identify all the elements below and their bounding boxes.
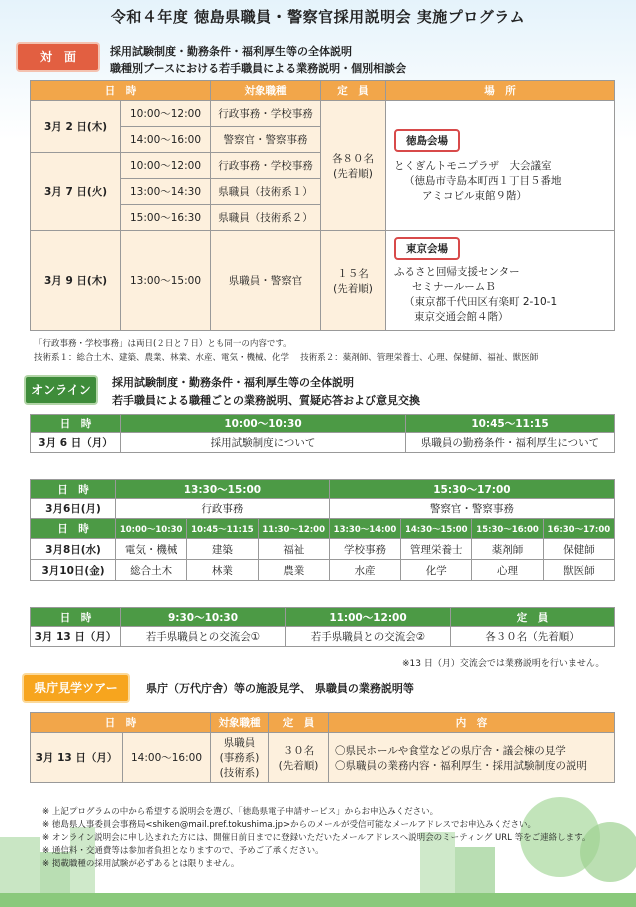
online-table-1 [30,414,615,453]
job-cell: 管理栄養士 [401,539,472,560]
page-title: 令和４年度 徳島県職員・警察官採用説明会 実施プログラム [110,8,526,26]
job-cell: 心理 [472,560,543,581]
job-cell: 保健師 [543,539,614,560]
ot3-v1: 若手県職員との交流会① [121,627,286,647]
slot-header: 14:30～15:00 [401,519,472,539]
ot1-v2: 県職員の勤務条件・福利厚生について [406,433,615,453]
tour-date: 3月 13 日（月） [31,733,123,783]
online-line-2: 若手職員による職種ごとの業務説明、質疑応答および意見交換 [112,394,420,407]
footnote: ※ 掲載職種の採用試験が必ずあるとは限りません。 [42,859,240,869]
face-time: 15:00～16:30 [121,205,211,231]
tour-line: 県庁（万代庁舎）等の施設見学、 県職員の業務説明等 [146,682,414,695]
job-cell: 電気・機械 [116,539,187,560]
face-job: 行政事務・学校事務 [211,101,321,127]
footnotes [42,806,590,871]
face-job: 県職員・警察官 [211,231,321,331]
face-h-job: 対象職種 [211,81,321,101]
face-cap-2: １５名 (先着順) [321,231,386,331]
venue-2-room: セミナールームＢ [412,281,496,293]
tour-h-cap: 定 員 [269,713,329,733]
slot-header: 16:30～17:00 [543,519,614,539]
ot2-date: 3月6日(月) [31,499,116,519]
ot3-v2: 若手県職員との交流会② [286,627,451,647]
venue-2-addr2: 東京交通会館４階） [414,311,509,323]
face-h-venue: 場 所 [386,81,615,101]
ot2-c1: 13:30～15:00 [116,480,330,499]
face-time: 13:00～14:30 [121,179,211,205]
face-venue-1 [386,101,615,231]
face-note-1: 「行政事務・学校事務」は両日(２日と７日）とも同一の内容です。 [34,339,292,349]
tour-time: 14:00～16:00 [123,733,211,783]
ot1-c1: 10:00～10:30 [121,415,406,433]
ot3-h: 11:00～12:00 [286,608,451,627]
face-line-2: 職種別ブースにおける若手職員による業務説明・個別相談会 [110,62,407,75]
face-job: 行政事務・学校事務 [211,153,321,179]
venue-1-addr: （徳島市寺島本町西１丁目５番地 [404,174,562,187]
face-date-2: 3月 7 日(火) [31,153,121,231]
slot-header: 10:00～10:30 [116,519,187,539]
venue-badge-tokushima: 徳島会場 [394,129,460,152]
ot2-r1-date: 3月8日(水) [31,539,116,560]
face-time: 14:00～16:00 [121,127,211,153]
face-time: 13:00～15:00 [121,231,211,331]
face-job: 県職員（技術系２） [211,205,321,231]
ot1-h: 日 時 [31,415,121,433]
job-cell: 学校事務 [329,539,400,560]
tour-h-job: 対象職種 [211,713,269,733]
face-time: 10:00～12:00 [121,101,211,127]
job-cell: 林業 [187,560,258,581]
online-tag: オンライン [26,377,96,403]
venue-2-name: ふるさと回帰支援センター [394,266,520,278]
face-line-1: 採用試験制度・勤務条件・福利厚生等の全体説明 [110,45,352,58]
face-note-2: 技術系１：総合土木、建築、農業、林業、水産、電気・機械、化学 技術系２：薬剤師、管理栄養士、心理、保健師、福祉、獣医師 [34,353,539,363]
slot-header: 10:45～11:15 [187,519,258,539]
tour-h-content: 内 容 [329,713,615,733]
venue-1-addr2: アミコビル東館９階） [422,189,527,202]
job-cell: 薬剤師 [472,539,543,560]
ot2-c2: 15:30～17:00 [329,480,614,499]
job-cell: 農業 [258,560,329,581]
slot-header: 13:30～14:00 [329,519,400,539]
job-cell: 福祉 [258,539,329,560]
face-tag: 対 面 [18,44,98,70]
face-date-1: 3月 2 日(木) [31,101,121,153]
ot2-v1: 行政事務 [116,499,330,519]
ot3-h: 定 員 [451,608,615,627]
online-note: ※13 日（月）交流会では業務説明を行いません。 [402,659,605,669]
footnote: ※ 徳島県人事委員会事務局<shiken@mail.pref.tokushima.jp>からのメールが受信可能なメールアドレスでお申込みください。 [42,820,537,830]
ot2-r2-date: 3月10日(金) [31,560,116,581]
face-time: 10:00～12:00 [121,153,211,179]
footnote: ※ 上記プログラムの中から希望する説明会を選び、「徳島県電子申請サービス」からお申込みください。 [42,807,439,817]
ot3-date: 3月 13 日（月） [31,627,121,647]
face-job: 県職員（技術系１） [211,179,321,205]
tour-table [30,712,615,783]
tour-content: 〇県民ホールや食堂などの県庁舎・議会棟の見学 〇県職員の業務内容・福利厚生・採用試験制度の説明 [329,733,615,783]
face-venue-2 [386,231,615,331]
job-cell: 化学 [401,560,472,581]
online-table-3 [30,607,615,647]
tour-job: 県職員 (事務系) (技術系) [211,733,269,783]
job-cell: 獣医師 [543,560,614,581]
venue-badge-tokyo: 東京会場 [394,237,460,260]
face-date-3: 3月 9 日(木) [31,231,121,331]
ot3-h: 日 時 [31,608,121,627]
venue-2-addr: （東京都千代田区有楽町 2-10-1 [404,296,558,308]
face-h-date: 日 時 [31,81,211,101]
face-h-cap: 定 員 [321,81,386,101]
slot-header: 15:30～16:00 [472,519,543,539]
face-table [30,80,615,331]
ot2-h2: 日 時 [31,519,116,539]
online-table-2 [30,479,615,581]
ot3-cap: 各３０名（先着順） [451,627,615,647]
ot1-date: 3月 6 日（月） [31,433,121,453]
slot-header: 11:30～12:00 [258,519,329,539]
ot1-c2: 10:45～11:15 [406,415,615,433]
footnote: ※ オンライン説明会に申し込まれた方には、開催日前日までに登録いただいたメールアドレスへ説明会のミーティング URL 等をご連絡します。 [42,833,591,843]
tour-cap: ３０名 (先着順) [269,733,329,783]
face-cap-1: 各８０名 (先着順) [321,101,386,231]
tour-tag: 県庁見学ツアー [24,675,128,701]
ot3-h: 9:30～10:30 [121,608,286,627]
venue-1-name: とくぎんトモニプラザ 大会議室 [394,159,552,172]
job-cell: 建築 [187,539,258,560]
ot2-v2: 警察官・警察事務 [329,499,614,519]
job-cell: 総合土木 [116,560,187,581]
online-line-1: 採用試験制度・勤務条件・福利厚生等の全体説明 [112,376,354,389]
tour-h-date: 日 時 [31,713,211,733]
job-cell: 水産 [329,560,400,581]
ot1-v1: 採用試験制度について [121,433,406,453]
footnote: ※ 通信料・交通費等は参加者負担となりますので、予めご了承ください。 [42,846,324,856]
ot2-h: 日 時 [31,480,116,499]
face-job: 警察官・警察事務 [211,127,321,153]
